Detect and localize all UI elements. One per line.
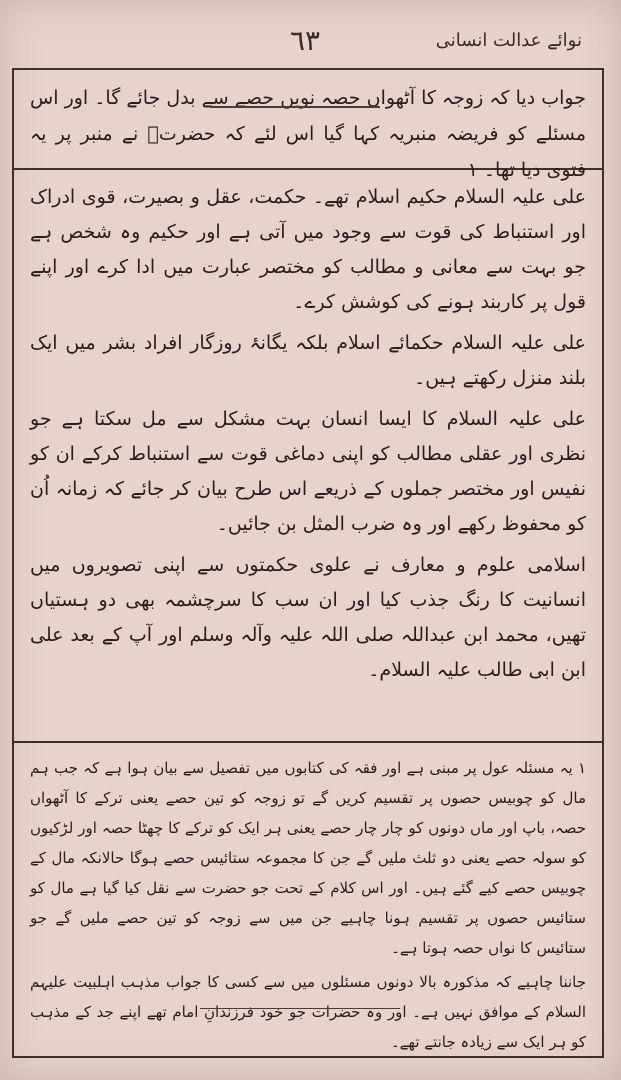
footnote-section	[14, 743, 602, 1056]
opening-paragraph: جواب دیا کہ زوجہ کا آٹھواں حصہ نویں حصے سے بدل جائے گا۔ اور اس مسئلے کو فریضہ منبریہ کہا گیا اس لئے کہ حضرتؑ نے منبر پر یہ فتوی دیا تھا۔ ۱	[30, 87, 586, 181]
page-number: ٦٣	[289, 24, 321, 57]
main-paragraph-1: علی علیہ السلام حکیم اسلام تھے۔ حکمت، عقل و بصیرت، قوی ادراک اور استنباط کی قوت سے وجود میں آتی ہے اور حکیم وہ شخص ہے جو بہت سے معانی و مطالب کو مختصر عبارت میں ادا کرے اور اپنے قول پر کاربند ہونے کی کوشش کرے۔	[30, 186, 586, 313]
page-header	[10, 18, 610, 58]
opening-section	[14, 70, 602, 181]
main-paragraph-3: علی علیہ السلام کا ایسا انسان بہت مشکل سے مل سکتا ہے جو نظری اور عقلی مطالب کو اپنی دماغی قوت سے استنباط کرکے ان کو نفیس اور مختصر جملوں کے ذریعے اس طرح بیان کر جائے کہ زمانہ اُن کو محفوظ رکھے اور وہ ضرب المثل بن جائیں۔	[30, 408, 586, 535]
main-paragraph-2: علی علیہ السلام حکمائے اسلام بلکہ یگانۂ روزگار افراد بشر میں ایک بلند منزل رکھتے ہیں۔	[30, 332, 586, 389]
main-paragraph-4: اسلامی علوم و معارف نے علوی حکمتوں سے اپنی تصویروں میں انسانیت کا رنگ جذب کیا اور ان سب کا سرچشمہ بھی دو ہستیاں تھیں، محمد ابن عبداللہ صلی اللہ علیہ وآلہ وسلم اور آپ کے بعد علی ابن ابی طالب علیہ السلام۔	[30, 554, 586, 681]
section-divider-rule	[210, 106, 380, 108]
main-section	[14, 170, 602, 743]
text-frame	[12, 68, 604, 1058]
footnote-paragraph-1: ۱ یہ مسئلہ عول پر مبنی ہے اور فقہ کی کتابوں میں تفصیل سے بیان ہوا ہے کہ جب ہم مال کو چوبیس حصوں پر تقسیم کریں گے تو زوجہ کو تین حصے یعنی ترکے کا آٹھواں حصہ، باپ اور ماں دونوں کو چار چار حصے یعنی ہر ایک کو ترکے کا چھٹا حصہ اور لڑکیوں کو سولہ حصے یعنی دو ثلث ملیں گے جن کا مجموعہ ستائیس حصے ہوگا حالانکہ مال کے چوبیس حصے کیے گئے ہیں۔ اور اس کلام کے تحت جو حضرت سے نقل کیا گیا ہے مال کو ستائیس حصوں پر تقسیم ہونا چاہیے جن میں سے زوجہ کو تین حصے ملیں گے جو ستائیس کا نواں حصہ ہوتا ہے۔	[30, 759, 586, 957]
footnote-paragraph-2: جاننا چاہیے کہ مذکورہ بالا دونوں مسئلوں میں سے کسی کا جواب مذہب اہلبیت علیہم السلام کے موافق نہیں ہے۔ اور وہ حضرات جو خود فرزندانِ امام تھے اپنے جد کے مذہب کو ہر ایک سے زیادہ جانتے تھے۔	[30, 973, 586, 1051]
running-title: نوائے عدالت انسانی	[435, 30, 582, 51]
bottom-rule	[200, 1008, 400, 1009]
